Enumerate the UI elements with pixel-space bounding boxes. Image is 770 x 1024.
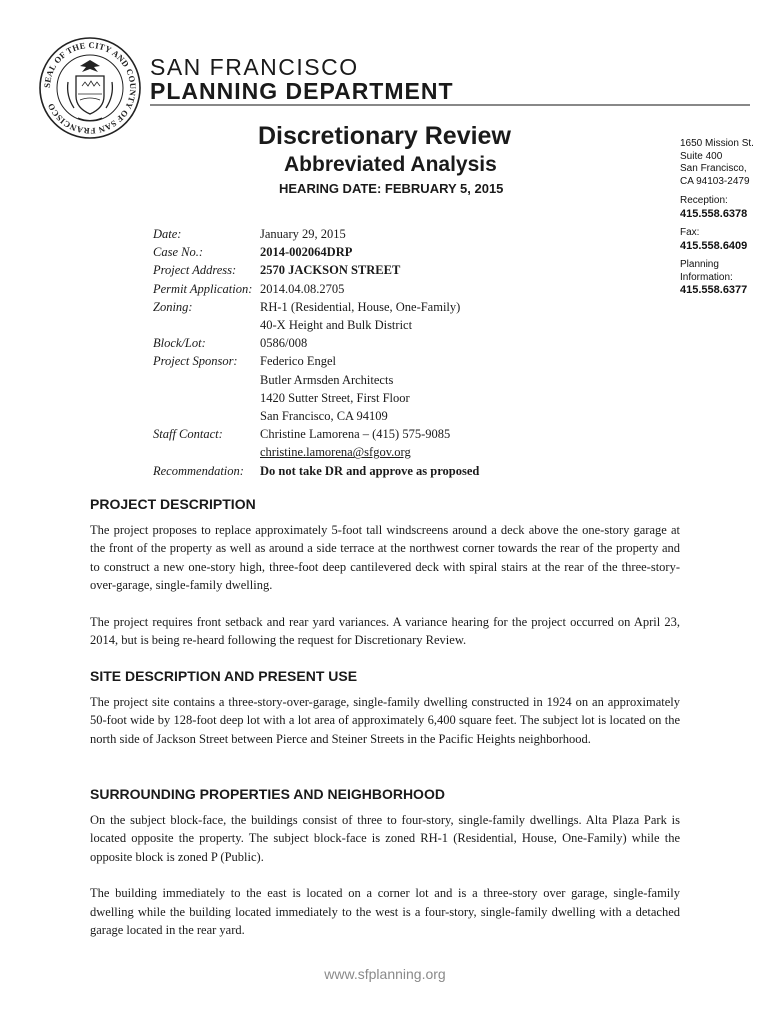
zoning-row: Zoning: RH-1 (Residential, House, One-Family) 40-X Height and Bulk District — [153, 299, 461, 333]
staff-contact-row: Staff Contact: Christine Lamorena – (415) 575-9085 christine.lamorena@sfgov.org — [153, 427, 451, 460]
block-lot-row: Block/Lot: 0586/008 — [153, 336, 308, 351]
surrounding-properties-section — [90, 786, 680, 939]
section-heading: SITE DESCRIPTION AND PRESENT USE — [90, 668, 358, 684]
permit-application-row: Permit Application: 2014.04.08.2705 — [153, 281, 345, 296]
project-address-row: Project Address: 2570 JACKSON STREET — [153, 263, 401, 278]
section-heading: SURROUNDING PROPERTIES AND NEIGHBORHOOD — [90, 786, 445, 802]
office-address: 1650 Mission St. Suite 400 San Francisco, CA 94103-2479 — [680, 138, 754, 187]
svg-text:SEAL OF THE CITY AND COUNTY OF: SEAL OF THE CITY AND COUNTY OF SAN FRANCISCO — [41, 39, 139, 137]
city-seal-logo — [38, 36, 142, 140]
recommendation-row: Recommendation: Do not take DR and approve as proposed — [153, 463, 480, 478]
paragraph: The project proposes to replace approximately 5-foot tall windscreens around a deck above the one-story garage at the front of the property as well as around a side terrace at the northwest corner towards the rear of the property and to construct a new one-story high, three-foot deep cantilevered deck with spiral stairs at the rear of the three-story-over-garage, single-family dwelling. — [90, 523, 680, 593]
agency-name-line1: SAN FRANCISCO — [150, 54, 359, 80]
planning-info-contact: Planning Information: 415.558.6377 — [680, 259, 764, 297]
agency-name-line2: PLANNING DEPARTMENT — [150, 78, 454, 104]
document-subtitle: Abbreviated Analysis — [284, 153, 497, 176]
paragraph: The project requires front setback and rear yard variances. A variance hearing for the project occurred on April 23, 2014, but is being re-heard following the request for Discretionary Review. — [90, 614, 680, 648]
section-heading: PROJECT DESCRIPTION — [90, 496, 256, 512]
case-number-row: Case No.: 2014-002064DRP — [153, 245, 353, 260]
footer-website: www.sfplanning.org — [324, 966, 446, 982]
paragraph: On the subject block-face, the buildings consist of three to four-story, single-family dwellings. Alta Plaza Park is located opposite the property. The subject block-face is zoned RH-1 (Residential, House, One-Family) while the opposite block is zoned P (Public). — [90, 813, 680, 864]
date-row: Date: January 29, 2015 — [153, 227, 346, 241]
hearing-date: HEARING DATE: FEBRUARY 5, 2015 — [279, 181, 504, 196]
reception-contact: Reception: 415.558.6378 — [680, 195, 764, 220]
fax-number: 415.558.6409 — [680, 239, 748, 252]
paragraph: The building immediately to the east is located on a corner lot and is a three-story over garage, single-family dwelling while the building located immediately to the west is a four-story, single-family dwelling with a detached garage located in the rear yard. — [90, 886, 680, 938]
project-description-section — [90, 496, 680, 649]
project-sponsor-row: Project Sponsor: Federico Engel Butler Armsden Architects 1420 Sutter Street, First Floor San Francisco, CA 94109 — [153, 354, 410, 424]
reception-phone: 415.558.6378 — [680, 207, 748, 220]
contact-column — [680, 138, 764, 304]
planning-info-phone: 415.558.6377 — [680, 284, 748, 296]
paragraph: The project site contains a three-story-over-garage, single-family dwelling constructed in 1924 on an approximately 50-foot wide by 128-foot deep lot with a lot area of approximately 6,400 square feet. The subject lot is located on the north side of Jackson Street between Pierce and Steiner Streets in the Pacific Heights neighborhood. — [90, 695, 680, 746]
header-divider — [150, 104, 750, 106]
fax-contact: Fax: 415.558.6409 — [680, 227, 764, 252]
site-description-section — [90, 668, 680, 748]
case-details — [153, 225, 479, 480]
staff-email-link[interactable]: christine.lamorena@sfgov.org — [260, 445, 411, 460]
document-title: Discretionary Review — [258, 122, 511, 150]
